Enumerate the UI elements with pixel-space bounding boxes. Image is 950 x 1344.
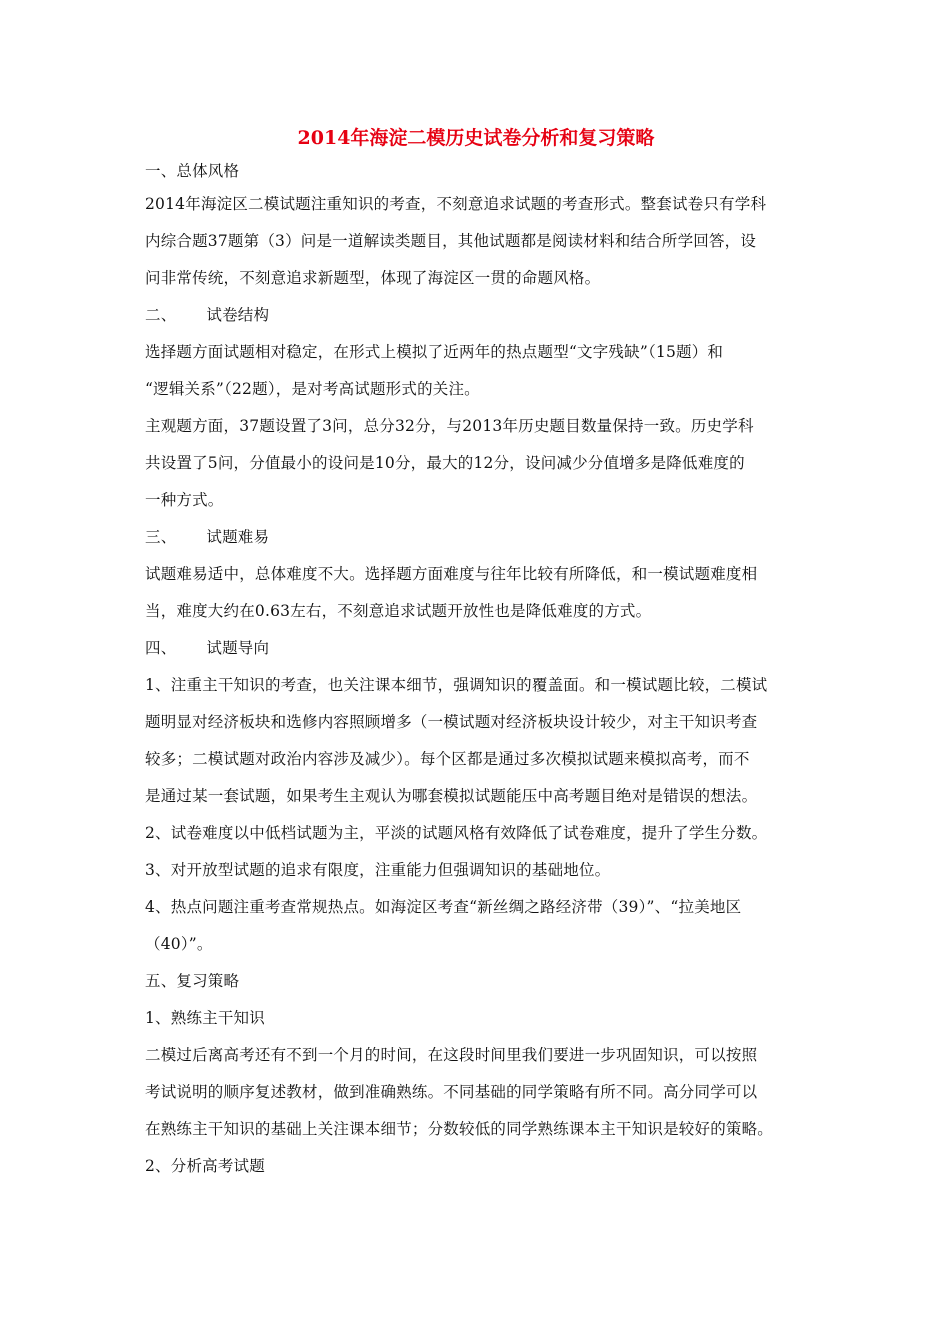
paragraph-line: 内综合题37题第（3）问是一道解读类题目，其他试题都是阅读材料和结合所学回答，设 [145, 232, 757, 250]
paragraph-line: 题明显对经济板块和选修内容照顾增多（一模试题对经济板块设计较少，对主干知识考查 [145, 713, 758, 731]
paragraph-line: 选择题方面试题相对稳定，在形式上模拟了近两年的热点题型“文字残缺”（15题）和 [145, 343, 724, 361]
paragraph-line: 主观题方面，37题设置了3问，总分32分，与2013年历史题目数量保持一致。历史学科 [145, 417, 754, 435]
paragraph-line: 是通过某一套试题，如果考生主观认为哪套模拟试题能压中高考题目绝对是错误的想法。 [145, 787, 758, 805]
section-heading-number: 四、 [145, 639, 177, 657]
section-heading-number: 二、 [145, 306, 177, 324]
paragraph-line: 2、试卷难度以中低档试题为主，平淡的试题风格有效降低了试卷难度，提升了学生分数。 [145, 824, 768, 842]
paragraph-line: 3、对开放型试题的追求有限度，注重能力但强调知识的基础地位。 [145, 861, 611, 879]
paragraph-line: 1、注重主干知识的考查，也关注课本细节，强调知识的覆盖面。和一模试题比较，二模试 [145, 676, 768, 694]
paragraph-line: 试题难易适中，总体难度不大。选择题方面难度与往年比较有所降低，和一模试题难度相 [145, 565, 758, 583]
paragraph-line: 2014年海淀区二模试题注重知识的考查，不刻意追求试题的考查形式。整套试卷只有学科 [145, 195, 767, 213]
section-heading-orientation [145, 630, 807, 667]
section-heading-number: 三、 [145, 528, 177, 546]
subsection-heading: 1、熟练主干知识 [145, 1009, 265, 1027]
section-heading-text: 试卷结构 [206, 306, 270, 324]
paragraph-line: 在熟练主干知识的基础上关注课本细节；分数较低的同学熟练课本主干知识是较好的策略。 [145, 1120, 774, 1138]
section-heading-review-strategy: 五、复习策略 [145, 972, 240, 990]
paragraph-line: 当，难度大约在0.63左右，不刻意追求试题开放性也是降低难度的方式。 [145, 602, 652, 620]
paragraph-line: 4、热点问题注重考查常规热点。如海淀区考查“新丝绸之路经济带（39）”、“拉美地区 [145, 898, 742, 916]
paragraph-line: 考试说明的顺序复述教材，做到准确熟练。不同基础的同学策略有所不同。高分同学可以 [145, 1083, 758, 1101]
document-body [145, 120, 807, 1185]
paragraph-line: “逻辑关系”（22题），是对考高试题形式的关注。 [145, 380, 480, 398]
section-heading-text: 试题导向 [206, 639, 270, 657]
paragraph-line: 一种方式。 [145, 491, 224, 509]
section-heading-overall-style: 一、总体风格 [145, 162, 240, 180]
section-heading-difficulty [145, 519, 807, 556]
paragraph-line: 问非常传统，不刻意追求新题型，体现了海淀区一贯的命题风格。 [145, 269, 601, 287]
paragraph-line: （40）”。 [145, 935, 213, 953]
paragraph-line: 二模过后离高考还有不到一个月的时间，在这段时间里我们要进一步巩固知识，可以按照 [145, 1046, 758, 1064]
section-heading-text: 试题难易 [206, 528, 270, 546]
paragraph-line: 较多；二模试题对政治内容涉及减少）。每个区都是通过多次模拟试题来模拟高考，而不 [145, 750, 750, 768]
subsection-heading: 2、分析高考试题 [145, 1157, 265, 1175]
paragraph-line: 共设置了5问，分值最小的设问是10分，最大的12分，设问减少分值增多是降低难度的 [145, 454, 745, 472]
section-heading-structure [145, 297, 807, 334]
document-title: 2014年海淀二模历史试卷分析和复习策略 [297, 127, 655, 149]
